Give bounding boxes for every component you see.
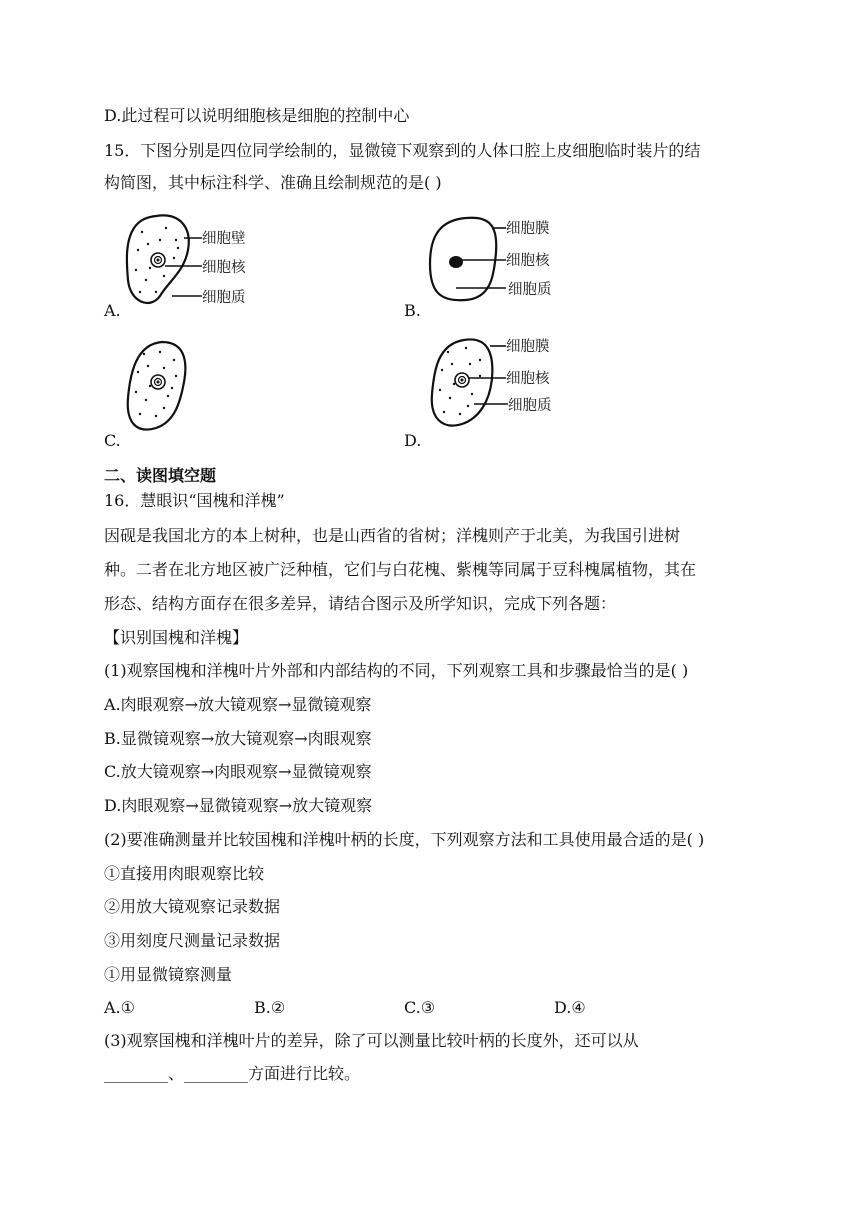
option-b-label-1: 细胞膜: [506, 221, 550, 237]
q16-p3-stem-line2: ________、________方面进行比较。: [104, 1064, 361, 1083]
cell-diagram-c: [124, 338, 204, 438]
q16-p2-stem: (2)要准确测量并比较国槐和洋槐叶柄的长度，下列观察方法和工具使用最合适的是( ): [104, 830, 705, 849]
q15-stem-line1: 15．下图分别是四位同学绘制的，显微镜下观察到的人体口腔上皮细胞临时装片的结: [104, 141, 701, 160]
q16-p1-option-b: B.显微镜观察→放大镜观察→肉眼观察: [104, 729, 372, 748]
option-d-label-2: 细胞核: [506, 371, 550, 387]
q16-p2-item-4: ①用显微镜察测量: [104, 965, 233, 984]
option-b-figure: [426, 212, 586, 312]
option-a-figure: [120, 210, 280, 310]
q15-stem-line2: 构简图，其中标注科学、准确且绘制规范的是( ): [104, 173, 442, 192]
q14-option-d: D.此过程可以说明细胞核是细胞的控制中心: [104, 106, 410, 125]
q16-p1-option-c: C.放大镜观察→肉眼观察→显微镜观察: [104, 762, 372, 781]
q16-p2-item-3: ③用刻度尺测量记录数据: [104, 931, 281, 950]
q16-p1-stem: (1)观察国槐和洋槐叶片外部和内部结构的不同，下列观察工具和步骤最恰当的是( ): [104, 661, 689, 680]
q16-p2-item-2: ②用放大镜观察记录数据: [104, 897, 281, 916]
option-c-figure: [124, 338, 204, 438]
q16-subheading: 【识别国槐和洋槐】: [104, 628, 249, 647]
option-d-label-3: 细胞质: [508, 398, 552, 414]
option-c-letter: C.: [104, 431, 121, 450]
q16-p2-choice-b: B.②: [254, 998, 286, 1017]
option-b-label-2: 细胞核: [506, 253, 550, 269]
option-b-label-3: 细胞质: [508, 282, 552, 298]
q16-intro-line3: 形态、结构方面存在很多差异，请结合图示及所学知识，完成下列各题：: [104, 594, 617, 613]
option-b-letter: B.: [404, 301, 421, 320]
q16-intro-line1: 因砚是我国北方的本上树种，也是山西省的省树；洋槐则产于北美，为我国引进树: [104, 526, 681, 545]
q16-p1-option-a: A.肉眼观察→放大镜观察→显微镜观察: [104, 695, 372, 714]
option-d-letter: D.: [404, 431, 422, 450]
option-a-label-1: 细胞壁: [202, 231, 246, 247]
option-a-label-3: 细胞质: [202, 290, 246, 306]
option-d-figure: [428, 334, 588, 434]
q16-p1-option-d: D.肉眼观察→显微镜观察→放大镜观察: [104, 796, 373, 815]
q16-title: 16．慧眼识“国槐和洋槐”: [104, 491, 285, 510]
q16-p2-item-1: ①直接用肉眼观察比较: [104, 864, 265, 883]
section-heading: 二、读图填空题: [104, 466, 217, 485]
q16-intro-line2: 种。二者在北方地区被广泛种植，它们与白花槐、紫槐等同属于豆科槐属植物，其在: [104, 560, 697, 579]
q16-p3-stem-line1: (3)观察国槐和洋槐叶片的差异，除了可以测量比较叶柄的长度外，还可以从: [104, 1031, 639, 1050]
option-a-letter: A.: [104, 301, 121, 320]
cell-diagram-a: [120, 210, 280, 310]
cell-diagram-b: [426, 212, 586, 312]
q16-p2-choice-a: A.①: [104, 998, 135, 1017]
option-a-label-2: 细胞核: [202, 260, 246, 276]
option-d-label-1: 细胞膜: [506, 339, 550, 355]
cell-diagram-d: [428, 334, 588, 434]
q16-p2-choice-c: C.③: [404, 998, 436, 1017]
q16-p2-choice-d: D.④: [554, 998, 586, 1017]
